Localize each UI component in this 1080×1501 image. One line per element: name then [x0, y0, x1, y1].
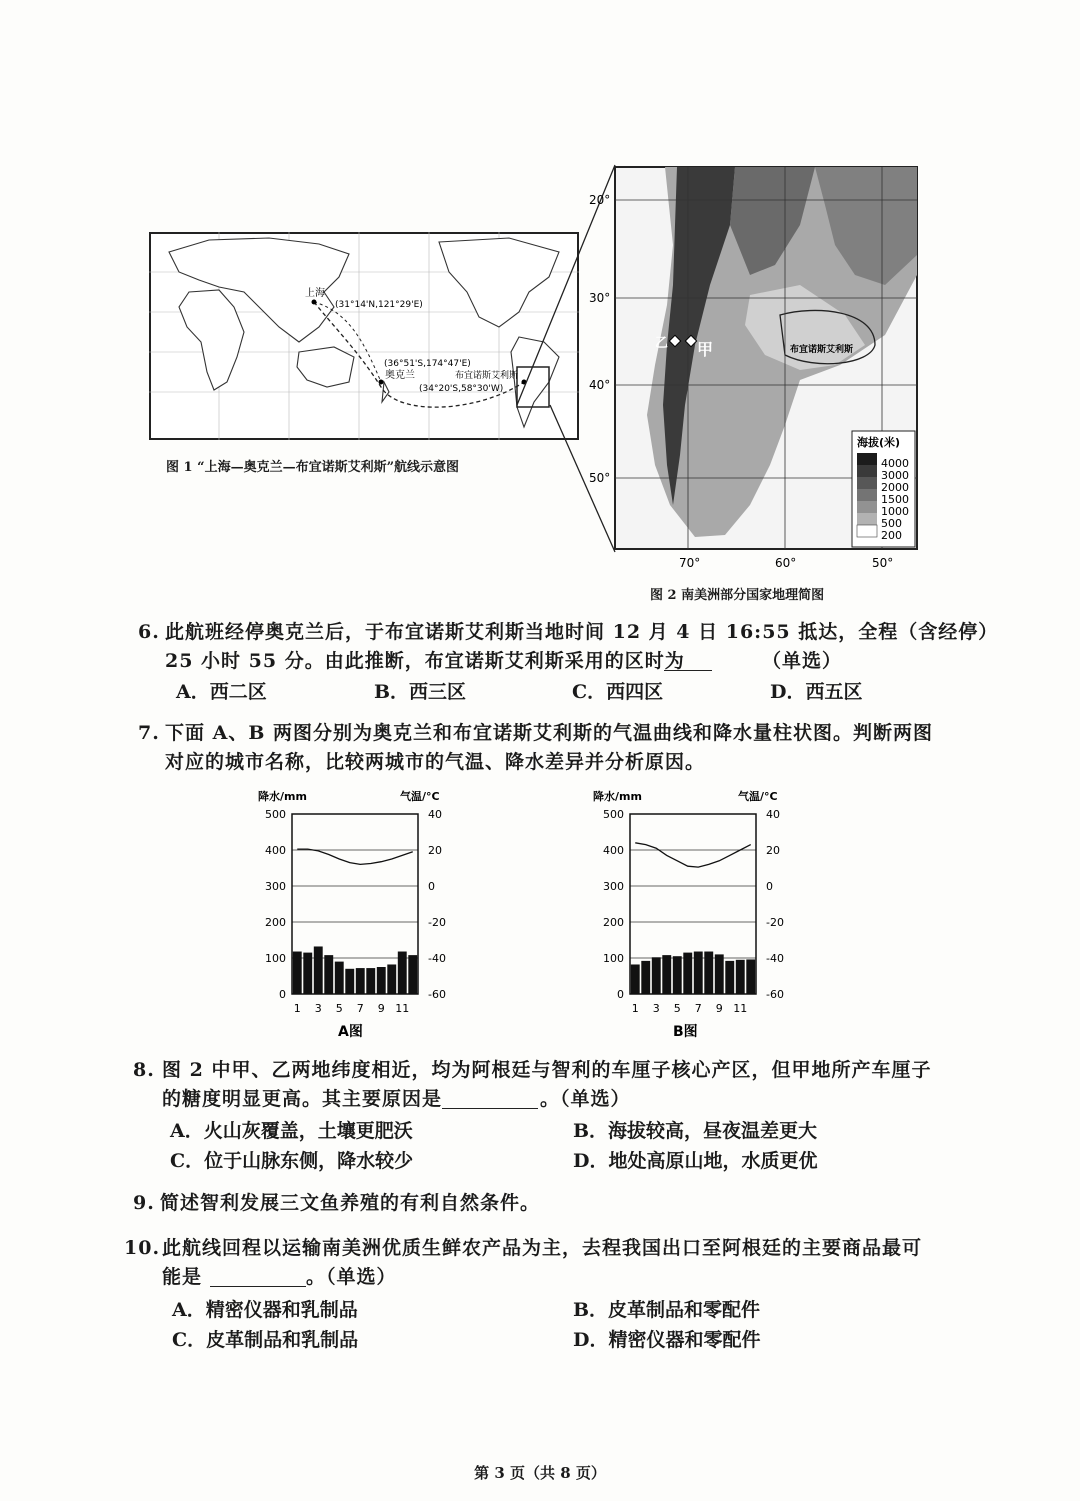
q8-option-c[interactable]: C．位于山脉东侧，降水较少 — [170, 1150, 414, 1172]
chart-b-ytick: 500 — [603, 808, 624, 821]
q9-text: 简述智利发展三文鱼养殖的有利自然条件。 — [160, 1192, 541, 1214]
chart-a-precip-bar — [377, 967, 386, 994]
q10-option-d[interactable]: D．精密仪器和零配件 — [573, 1329, 761, 1351]
lat-label-20: 20° — [589, 193, 611, 207]
chart-b-ytick: 300 — [603, 880, 624, 893]
chart-b-y2tick: 0 — [766, 880, 773, 893]
chart-b-xtick: 1 — [631, 1002, 639, 1015]
chart-a-ytick: 300 — [265, 880, 286, 893]
chart-a-y2tick: 0 — [428, 880, 435, 893]
q8-note: 。（单选） — [540, 1088, 631, 1110]
chart-a-y2tick: -20 — [428, 916, 446, 929]
auckland-point — [379, 380, 384, 385]
chart-b-xtick: 3 — [652, 1002, 660, 1015]
ba-label-fig2: 布宜诺斯艾利斯 — [790, 345, 854, 355]
chart-a-xtick: 7 — [356, 1002, 364, 1015]
chart-a-ytick: 400 — [265, 844, 286, 857]
chart-a-y2tick: 20 — [428, 844, 442, 857]
chart-b-temp-line — [635, 843, 751, 867]
chart-a-ytick: 500 — [265, 808, 286, 821]
q10-note: 。（单选） — [306, 1266, 397, 1288]
chart-a-xtick: 3 — [314, 1002, 322, 1015]
shanghai-coord: (31°14'N,121°29'E) — [335, 300, 423, 310]
chart-b-y2tick: -20 — [766, 916, 784, 929]
q8-line2: 的糖度明显更高。其主要原因是 — [162, 1088, 443, 1110]
chart-a-y2label: 气温/°C — [400, 790, 440, 803]
legend-500: 500 — [881, 517, 902, 530]
chart-b-y2label: 气温/°C — [738, 790, 778, 803]
legend-title: 海拔(米) — [857, 436, 901, 449]
chart-b-precip-bar — [652, 957, 661, 994]
chart-a-ytick: 200 — [265, 916, 286, 929]
chart-a-precip-bar — [398, 952, 407, 994]
q6-line2: 25 小时 55 分。由此推断，布宜诺斯艾利斯采用的区时为 — [165, 650, 685, 672]
chart-b-xtick: 7 — [694, 1002, 702, 1015]
chart-a-precip-bar — [387, 964, 396, 994]
chart-b-precip-bar — [683, 953, 692, 994]
lon-label-60: 60° — [775, 556, 797, 570]
q8-number: 8. — [133, 1059, 155, 1081]
chart-b-y2tick: -40 — [766, 952, 784, 965]
shanghai-point — [312, 300, 317, 305]
q10-blank[interactable] — [210, 1286, 306, 1287]
chart-a-xtick: 9 — [377, 1002, 385, 1015]
q6-option-b[interactable]: B．西三区 — [374, 681, 467, 703]
q7-line1: 下面 A、B 两图分别为奥克兰和布宜诺斯艾利斯的气温曲线和降水量柱状图。判断两图 — [165, 722, 934, 744]
chart-a-xtick: 5 — [335, 1002, 343, 1015]
chart-b-y2tick: -60 — [766, 988, 784, 1001]
chart-b-xtick: 11 — [733, 1002, 748, 1015]
chart-b-y2tick: 40 — [766, 808, 780, 821]
south-america-svg — [585, 165, 920, 575]
q8-line1: 图 2 中甲、乙两地纬度相近，均为阿根廷与智利的车厘子核心产区，但甲地所产车厘子 — [162, 1059, 932, 1081]
chart-a-y2tick: -60 — [428, 988, 446, 1001]
chart-a-xtick: 1 — [293, 1002, 301, 1015]
chart-b-title: B图 — [673, 1024, 698, 1040]
chart-b-precip-bar — [694, 952, 703, 994]
legend-2000: 2000 — [881, 481, 909, 494]
chart-a-precip-bar — [408, 955, 417, 994]
legend-1000: 1000 — [881, 505, 909, 518]
chart-b-xtick: 5 — [673, 1002, 681, 1015]
q8-option-b[interactable]: B．海拔较高，昼夜温差更大 — [573, 1120, 818, 1142]
yi-label: 乙 — [655, 336, 669, 351]
legend-3000: 3000 — [881, 469, 909, 482]
lon-label-50: 50° — [872, 556, 894, 570]
climate-chart-b — [588, 786, 788, 1044]
chart-b-precip-bar — [746, 959, 755, 994]
chart-a-temp-line — [297, 849, 413, 864]
q10-option-a[interactable]: A．精密仪器和乳制品 — [172, 1299, 358, 1321]
q10-line1: 此航线回程以运输南美洲优质生鲜农产品为主，去程我国出口至阿根廷的主要商品最可 — [162, 1237, 923, 1259]
jia-label: 甲 — [697, 340, 714, 359]
chart-b-precip-bar — [715, 954, 724, 994]
ba-coord: (34°20'S,58°30'W) — [419, 384, 504, 394]
chart-b-ytick: 100 — [603, 952, 624, 965]
chart-a-precip-bar — [366, 968, 375, 994]
q8-blank[interactable] — [442, 1108, 538, 1109]
chart-b-y2tick: 20 — [766, 844, 780, 857]
q6-number: 6. — [138, 621, 160, 643]
q10-option-c[interactable]: C．皮革制品和乳制品 — [172, 1329, 359, 1351]
chart-b-precip-bar — [736, 960, 745, 994]
chart-a-ylabel: 降水/mm — [258, 790, 307, 803]
legend-1500: 1500 — [881, 493, 909, 506]
chart-b-xtick: 9 — [715, 1002, 723, 1015]
chart-b-ylabel: 降水/mm — [593, 790, 642, 803]
q7-line2: 对应的城市名称，比较两城市的气温、降水差异并分析原因。 — [165, 751, 706, 773]
chart-a-y2tick: -40 — [428, 952, 446, 965]
chart-b-precip-bar — [641, 961, 650, 994]
elevation-legend — [852, 431, 915, 547]
chart-a-y2tick: 40 — [428, 808, 442, 821]
q10-option-b[interactable]: B．皮革制品和零配件 — [573, 1299, 761, 1321]
chart-a-precip-bar — [324, 955, 333, 994]
chart-b-ytick: 400 — [603, 844, 624, 857]
chart-a-precip-bar — [335, 962, 344, 994]
chart-b-precip-bar — [631, 964, 640, 994]
figure-2-caption: 图 2 南美洲部分国家地理简图 — [650, 588, 825, 603]
chart-b-precip-bar — [725, 961, 734, 994]
ba-label-fig1: 布宜诺斯艾利斯 — [455, 371, 519, 381]
lat-label-30: 30° — [589, 291, 611, 305]
chart-a-ytick: 100 — [265, 952, 286, 965]
chart-b-ytick: 200 — [603, 916, 624, 929]
q9-number: 9. — [133, 1192, 155, 1214]
q7-number: 7. — [138, 722, 160, 744]
auckland-label: 奥克兰 — [385, 370, 415, 381]
q10-number: 10. — [124, 1237, 161, 1259]
chart-b-precip-bar — [673, 956, 682, 994]
chart-a-precip-bar — [356, 968, 365, 994]
chart-a-ytick: 0 — [279, 988, 286, 1001]
auckland-coord: (36°51'S,174°47'E) — [384, 359, 471, 369]
figure-2-relief-map — [585, 165, 920, 575]
figure-1-caption: 图 1 “上海—奥克兰—布宜诺斯艾利斯”航线示意图 — [166, 460, 460, 475]
climate-chart-a — [250, 786, 450, 1044]
q8-option-d[interactable]: D．地处高原山地，水质更优 — [573, 1150, 818, 1172]
legend-200: 200 — [881, 529, 902, 542]
chart-a-precip-bar — [293, 952, 302, 994]
lat-label-40: 40° — [589, 378, 611, 392]
q6-option-c[interactable]: C．西四区 — [572, 681, 664, 703]
shanghai-label: 上海 — [305, 288, 325, 299]
legend-4000: 4000 — [881, 457, 909, 470]
chart-a-precip-bar — [303, 953, 312, 994]
lat-label-50: 50° — [589, 471, 611, 485]
q8-option-a[interactable]: A．火山灰覆盖，土壤更肥沃 — [170, 1120, 413, 1142]
chart-a-precip-bar — [314, 946, 323, 994]
chart-b-precip-bar — [662, 955, 671, 994]
q6-option-a[interactable]: A．西二区 — [176, 681, 267, 703]
chart-a-xtick: 11 — [395, 1002, 410, 1015]
lon-label-70: 70° — [679, 556, 701, 570]
chart-a-precip-bar — [345, 969, 354, 994]
page-footer: 第 3 页（共 8 页） — [474, 1464, 606, 1482]
q6-line1: 此航班经停奥克兰后，于布宜诺斯艾利斯当地时间 12 月 4 日 16:55 抵达，全程（含经停） — [165, 621, 999, 643]
q10-line2: 能是 — [162, 1266, 203, 1288]
q6-option-d[interactable]: D．西五区 — [770, 681, 863, 703]
chart-a-title: A图 — [338, 1024, 363, 1040]
q6-blank[interactable] — [664, 670, 712, 671]
chart-b-ytick: 0 — [617, 988, 624, 1001]
q6-note: （单选） — [762, 650, 843, 672]
chart-b-precip-bar — [704, 952, 713, 994]
